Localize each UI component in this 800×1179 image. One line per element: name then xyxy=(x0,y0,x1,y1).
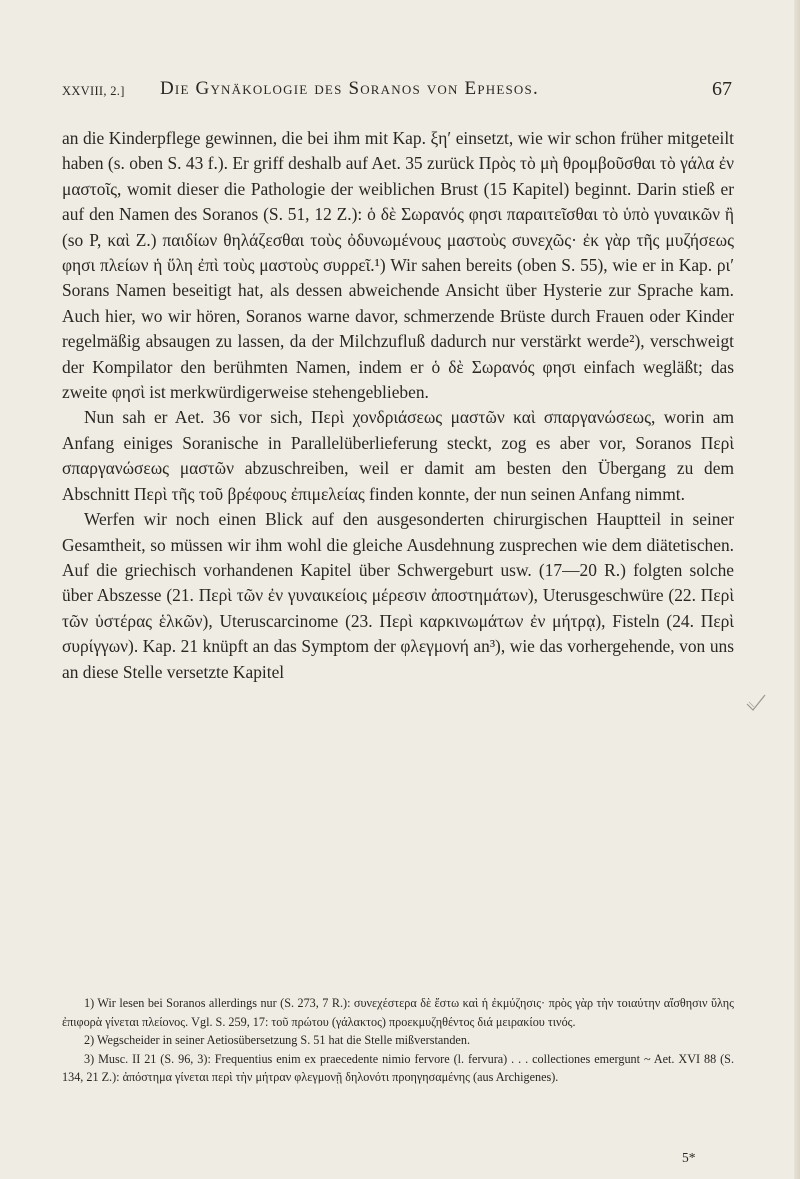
section-reference: XXVIII, 2.] xyxy=(62,84,125,98)
footnote-1: 1) Wir lesen bei Soranos allerdings nur (S. 273, 7 R.): συνεχέστερα δὲ ἔστω καὶ ἡ ἐκμύζησις· πρὸς γὰρ τὴν τοιαύτην αἴσθησιν ὕλης ἐπιφορὰ γίνεται πλείονος. Vgl. S. 259, 17: τοῦ πρώτου (γάλακτος) προεκμυζηθέντος διά μειρακίου τινός. xyxy=(62,996,734,1029)
page-edge xyxy=(794,0,800,1179)
pencil-check-mark-icon xyxy=(745,692,767,714)
running-header xyxy=(62,78,732,108)
footnote-3: 3) Musc. II 21 (S. 96, 3): Frequentius enim ex praecedente nimio fervore (l. fervura) . . . collectiones emergunt ~ Aet. XVI 88 (S. 134, 21 Z.): ἀπόστημα γίνεται περὶ τὴν μήτραν φλεγμονῇ δηλονότι προηγησαμένης (aus Archigenes). xyxy=(62,1051,734,1085)
running-title: Die Gynäkologie des Soranos von Ephesos. xyxy=(160,78,539,99)
signature-mark: 5* xyxy=(682,1150,696,1165)
footnote-2: 2) Wegscheider in seiner Aetiosübersetzung S. 51 hat die Stelle mißverstanden. xyxy=(84,1033,470,1048)
page-number: 67 xyxy=(712,78,732,100)
paragraph-3: Werfen wir noch einen Blick auf den ausgesonderten chirurgischen Hauptteil in seiner Gesamtheit, so müssen wir ihm wohl die gleiche Ausdehnung zusprechen wie dem diätetischen. Auf die griechisch vorhandenen Kapitel über Schwergeburt usw. (17—20 R.) folgten solche über Abszesse (21. Περὶ τῶν ἐν γυναικείοις μέρεσιν ἀποστημάτων), Uterusgeschwüre (22. Περὶ τῶν ὑστέρας ἑλκῶν), Uteruscarcinome (23. Περὶ καρκινωμάτων ἐν μήτρᾳ), Fisteln (24. Περὶ συρίγγων). Kap. 21 knüpft an das Symptom der φλεγμονή an³), wie das vorhergehende, von uns an diese Stelle versetzte Kapitel xyxy=(62,509,734,682)
footnotes xyxy=(62,994,734,1087)
main-text xyxy=(62,126,734,685)
paragraph-1: an die Kinderpflege gewinnen, die bei ihm mit Kap. ξη′ einsetzt, wie wir schon früher mitgeteilt haben (s. oben S. 43 f.). Er griff deshalb auf Aet. 35 zurück Πρὸς τὸ μὴ θρομβοῦσθαι τὸ γάλα ἐν μαστοῖς, womit dieser die Pathologie der weiblichen Brust (15 Kapitel) beginnt. Darin stieß er auf den Namen des Soranos (S. 51, 12 Z.): ὁ δὲ Σωρανός φησι παραιτεῖσθαι τὸ ὑπὸ γυναικῶν ἢ (so P, καὶ Z.) παιδίων θηλάζεσθαι τοὺς ὀδυνωμένους μαστοὺς συνεχῶς· ἐκ γὰρ τῆς μυζήσεως φησι πλείων ἡ ὕλη ἐπὶ τοὺς μαστοὺς συρρεῖ.¹) Wir sahen bereits (oben S. 55), wie er in Kap. ρι′ Sorans Namen beseitigt hat, als dessen abweichende Ansicht über Hysterie zur Sprache kam. Auch hier, wo wir hören, Soranos warne davor, schmerzende Brüste durch Frauen oder Kinder regelmäßig absaugen zu lassen, da der Milchzufluß dadurch nur verstärkt werde²), verschweigt der Kompilator den berühmten Namen, indem er ὁ δὲ Σωρανός φησι einfach wegläßt; das zweite φησὶ ist merkwürdigerweise stehengeblieben. xyxy=(62,128,734,403)
paragraph-2: Nun sah er Aet. 36 vor sich, Περὶ χονδριάσεως μαστῶν καὶ σπαργανώσεως, worin am Anfang einiges Soranische in Parallelüberlieferung steckt, zog es aber vor, Soranos Περὶ σπαργανώσεως μαστῶν abzuschreiben, weil er damit am besten den Übergang zu dem Abschnitt Περὶ τῆς τοῦ βρέφους ἐπιμελείας finden konnte, der nun seinen Anfang nimmt. xyxy=(62,407,734,504)
